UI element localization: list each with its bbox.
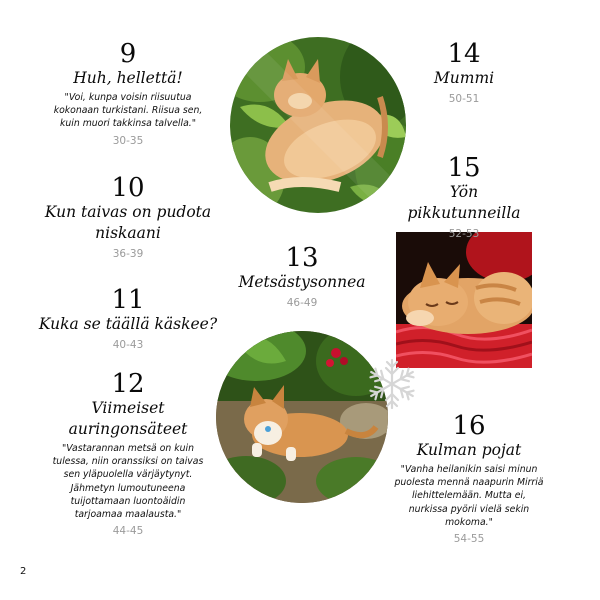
title-line: niskaani [95,224,161,242]
entry-11 [38,286,218,351]
quote-line: puolesta mennä naapurin Mirriä [394,477,544,489]
entry-quote [38,442,218,521]
entry-pages: 54-55 [453,533,485,546]
entry-pages: 36-39 [112,248,144,260]
quote-line: "Vastarannan metsä on kuin [62,443,194,454]
title-line: auringonsäteet [68,420,188,438]
quote-line: Jähmetyn lumoutuneena [70,482,186,494]
entry-title: Huh, hellettä! [73,69,183,87]
entry-title: Kulman pojat [416,441,522,459]
quote-line: liehittelemään. Mutta ei, [411,490,527,502]
entry-12 [38,370,218,537]
entry-number: 10 [111,173,145,203]
entry-pages: 46-49 [286,297,318,309]
quote-line: sen yläpuolella värjäytynyt. [63,469,193,481]
entry-title: Kuka se täällä käskee? [38,315,218,333]
quote-line: tulessa, niin oranssiksi on taivas [52,456,204,468]
quote-line: "Voi, kunpa voisin riisuutua [64,92,192,103]
entry-10 [38,174,218,260]
entry-15 [394,154,534,240]
entry-number: 13 [285,243,319,273]
quote-line: tuijottamaan luontoäidin [70,495,186,507]
entry-pages: 40-43 [112,339,144,351]
quote-line: kokonaan turkistani. Riisua sen, [53,105,203,117]
quote-line: mokoma." [445,516,493,528]
entry-quote [378,463,560,529]
entry-13 [232,244,372,309]
snowflake-icon [364,356,420,412]
entry-number: 11 [111,285,145,315]
title-line: Kun taivas on pudota [44,203,212,221]
entry-title: Yön pikkutunneilla [407,183,521,222]
entry-title: Metsästysonnea [238,273,366,291]
entry-title [38,398,218,440]
cat-in-leaves-photo [230,37,406,213]
quote-line: nurkissa pyörii vielä sekin [408,503,530,515]
entry-16 [378,412,560,545]
entry-number: 9 [119,39,137,69]
cat-in-garden-photo [216,331,388,503]
entry-number: 14 [447,39,481,69]
entry-title: Mummi [433,69,495,87]
entry-pages: 50-51 [448,93,480,105]
entry-pages: 30-35 [112,134,144,147]
entry-title [38,202,218,244]
quote-line: "Vanha heilanikin saisi minun [400,464,538,475]
page-number: 2 [20,566,27,577]
quote-line: tarjoamaa maalausta." [74,509,182,521]
entry-number: 16 [452,411,486,441]
entry-number: 12 [111,369,145,399]
entry-9 [38,40,218,147]
entry-number: 15 [447,153,481,183]
quote-line: kuin muori takkinsa talvella." [59,118,197,130]
entry-quote [38,91,218,131]
title-line: Viimeiset [91,399,165,417]
entry-pages: 44-45 [112,525,144,538]
entry-pages: 52-53 [448,228,480,240]
entry-14 [404,40,524,105]
sleeping-cat-photo [396,232,532,368]
